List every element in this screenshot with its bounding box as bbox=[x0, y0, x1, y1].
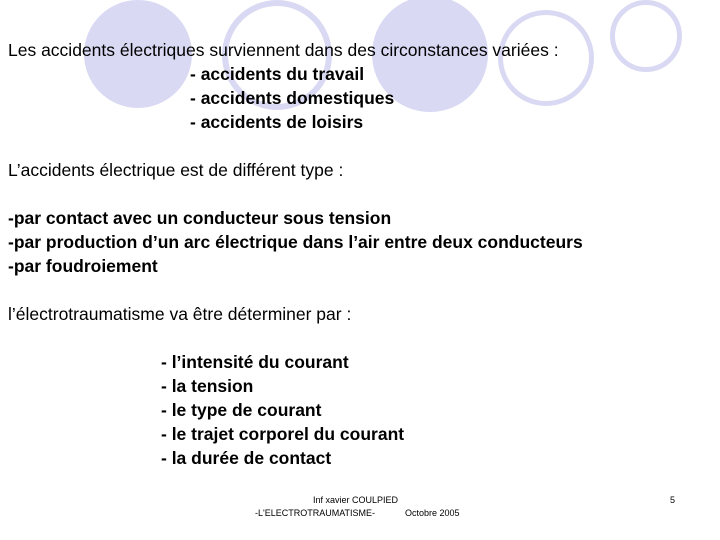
factor-item: - le trajet corporel du courant bbox=[161, 424, 405, 444]
page-number: 5 bbox=[670, 495, 676, 505]
type-item: -par production d’un arc électrique dans l’air entre deux conducteurs bbox=[8, 232, 583, 252]
factor-item: - le type de courant bbox=[161, 400, 322, 420]
circumstance-item: - accidents domestiques bbox=[190, 88, 395, 108]
circumstance-item: - accidents du travail bbox=[190, 64, 365, 84]
footer-author: Inf xavier COULPIED bbox=[313, 495, 399, 505]
footer-date: Octobre 2005 bbox=[405, 508, 460, 518]
decorative-ring bbox=[610, 0, 682, 72]
intro-text: Les accidents électriques surviennent dans des circonstances variées : bbox=[8, 40, 559, 60]
factor-item: - la durée de contact bbox=[161, 448, 332, 468]
type-item: -par foudroiement bbox=[8, 256, 158, 276]
footer-title: -L'ELECTROTRAUMATISME- bbox=[255, 508, 376, 518]
type-item: -par contact avec un conducteur sous tension bbox=[8, 208, 392, 228]
factors-heading: l’électrotraumatisme va être déterminer par : bbox=[8, 304, 352, 324]
factor-item: - la tension bbox=[161, 376, 254, 396]
type-heading: L’accidents électrique est de différent type : bbox=[8, 160, 344, 180]
circumstance-item: - accidents de loisirs bbox=[190, 112, 364, 132]
factor-item: - l’intensité du courant bbox=[161, 352, 349, 372]
